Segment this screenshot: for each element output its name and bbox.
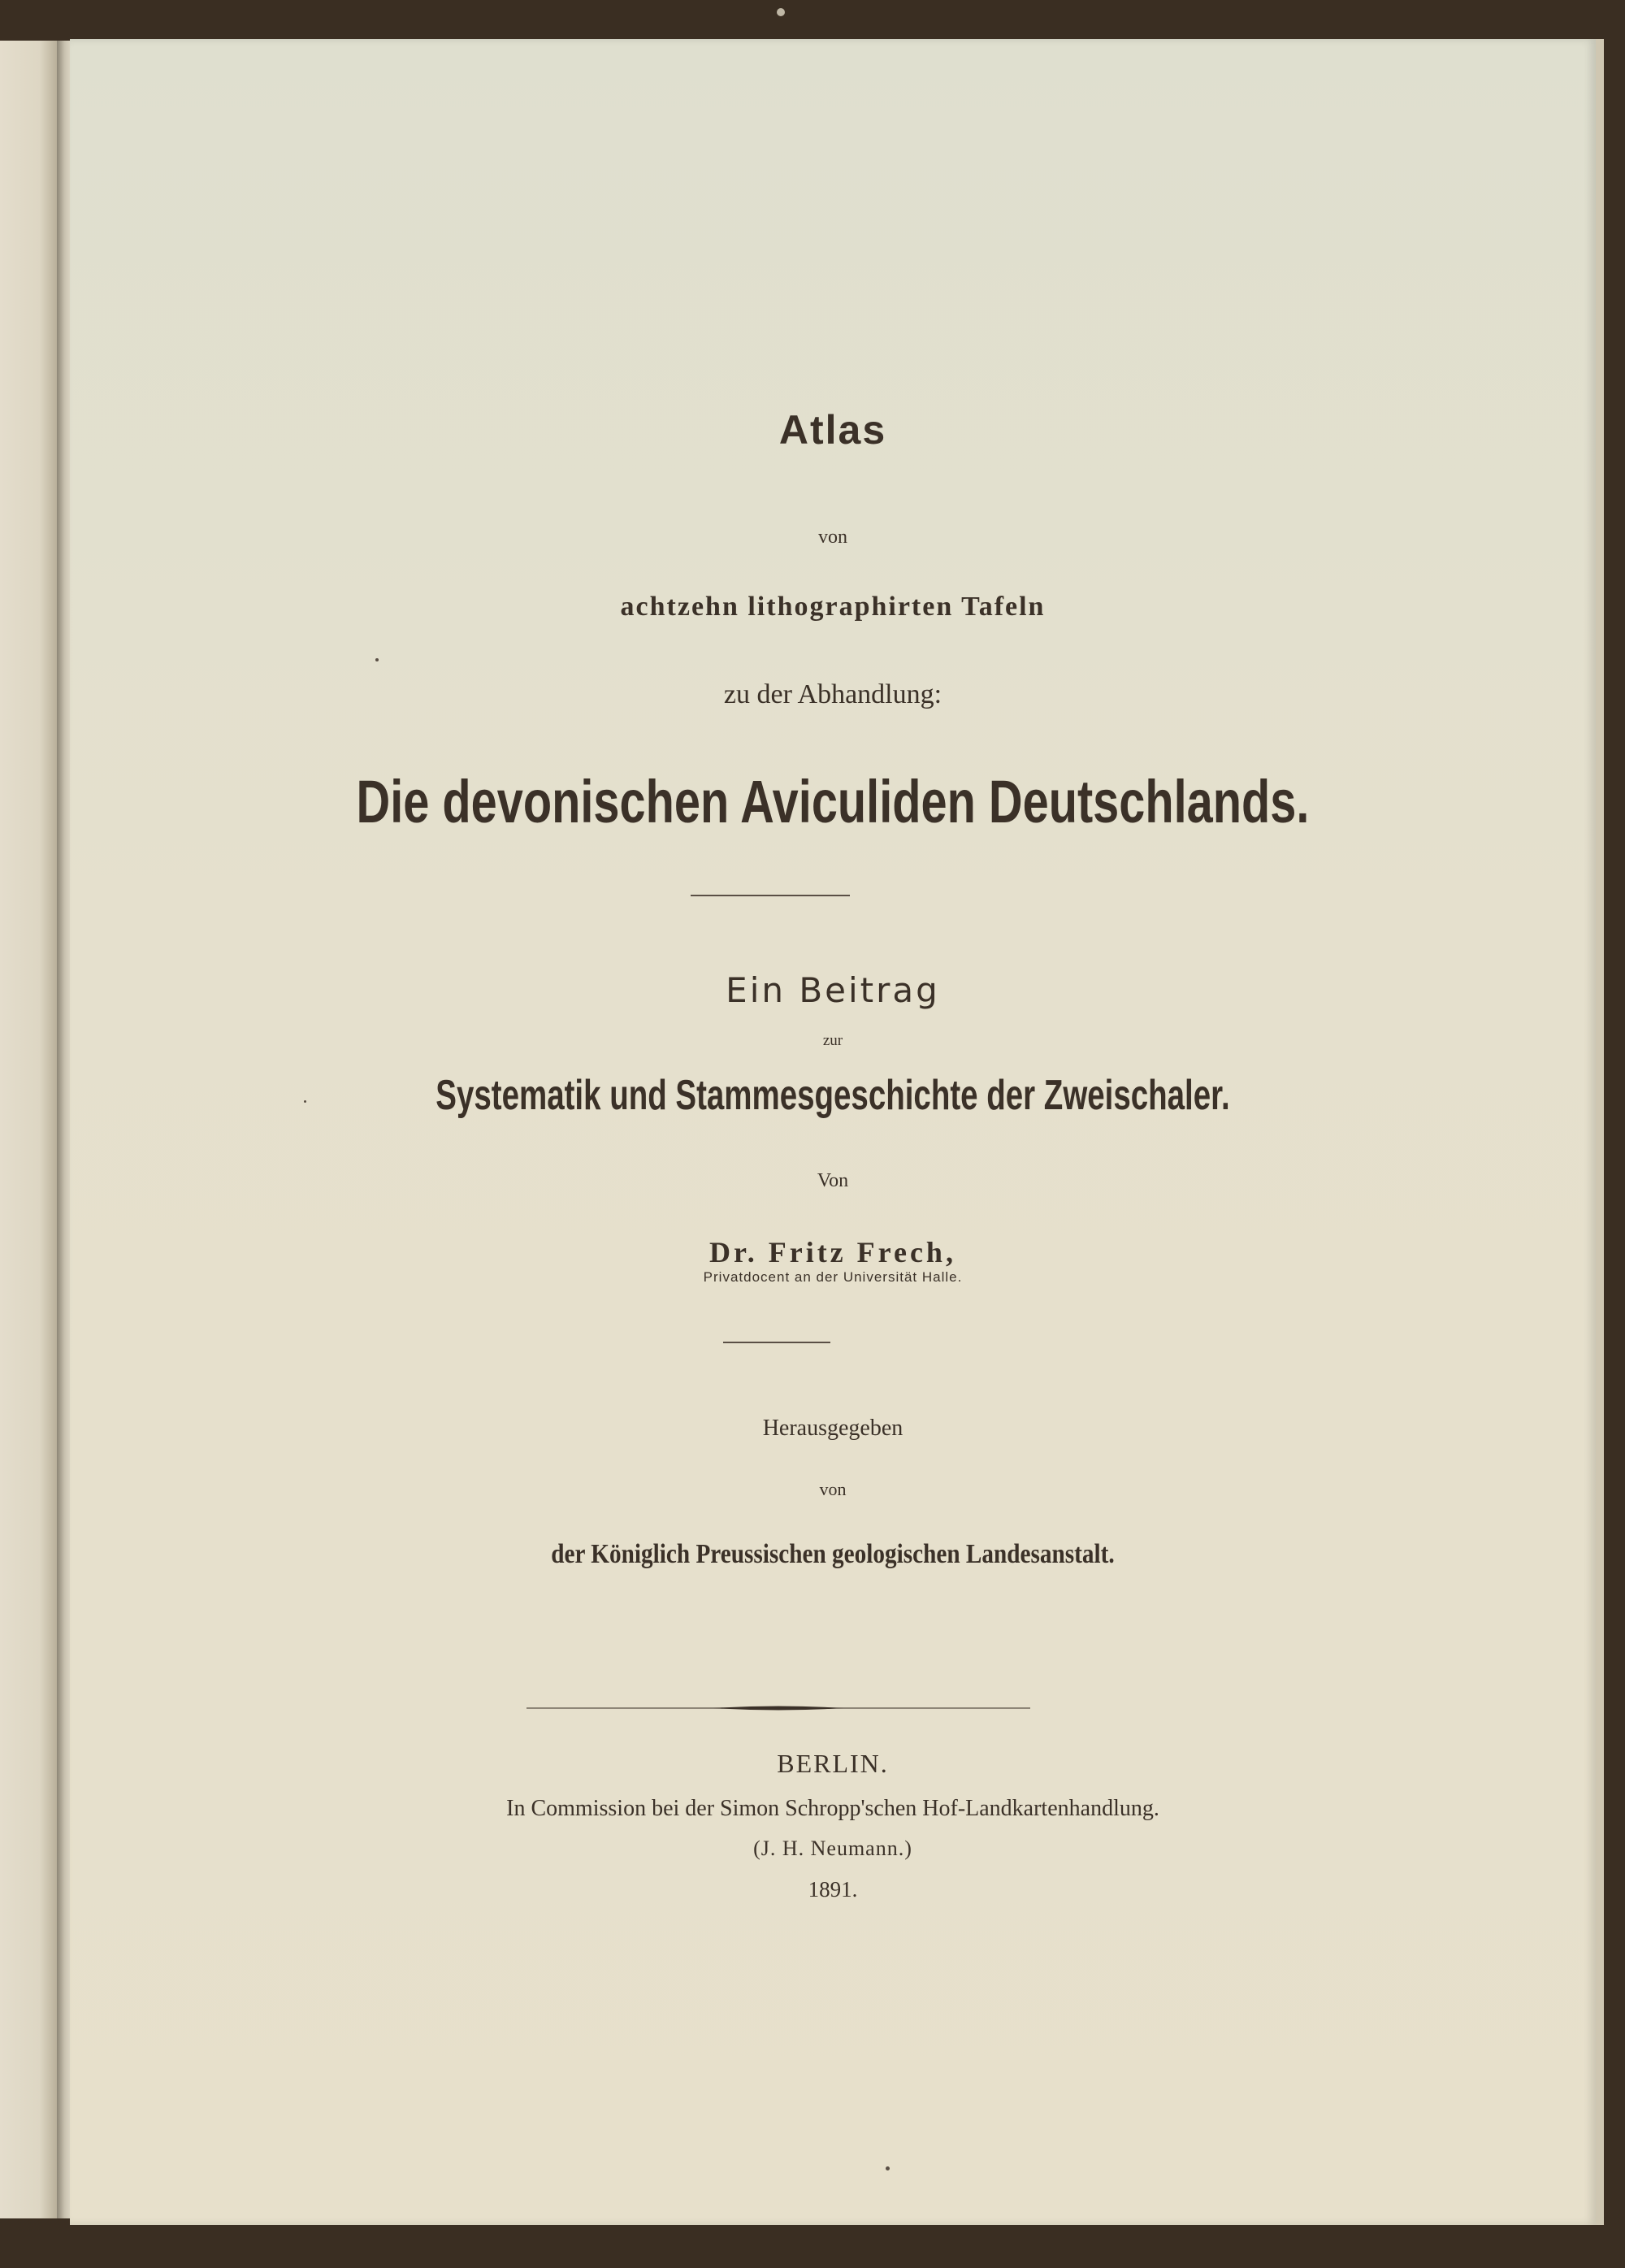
city-line: BERLIN. xyxy=(777,1749,889,1778)
von-publisher-text: von xyxy=(819,1479,847,1499)
ein-beitrag-line: Ein Beitrag xyxy=(726,970,940,1010)
zur-text: zur xyxy=(822,1032,843,1049)
book-gutter xyxy=(57,41,70,2218)
paper-speck xyxy=(304,1100,306,1103)
neumann-line: (J. H. Neumann.) xyxy=(753,1837,912,1860)
publisher-name: der Königlich Preussischen geologischen Landesanstalt. xyxy=(551,1539,1115,1569)
von-text: von xyxy=(818,527,847,548)
paper-speck xyxy=(375,658,379,661)
author-affiliation: Privatdocent an der Universität Halle. xyxy=(703,1269,963,1285)
plates-count-line: achtzehn lithographirten Tafeln xyxy=(620,592,1046,622)
page-fore-edge xyxy=(1596,39,1604,2225)
author-name: Dr. Fritz Frech, xyxy=(709,1236,956,1268)
ornamental-rule xyxy=(526,1703,1030,1713)
title-page xyxy=(70,39,1596,2225)
publication-year: 1891. xyxy=(808,1877,858,1902)
von-author-text: Von xyxy=(817,1170,849,1191)
zu-der-abhandlung-line: zu der Abhandlung: xyxy=(723,679,942,709)
divider-rule xyxy=(691,895,850,896)
commission-line: In Commission bei der Simon Schropp'schen Hof-Landkartenhandlung. xyxy=(506,1796,1159,1821)
herausgegeben-text: Herausgegeben xyxy=(762,1416,904,1441)
main-title: Die devonischen Aviculiden Deutschlands. xyxy=(356,768,1310,835)
paper-speck xyxy=(886,2166,890,2170)
divider-rule-short xyxy=(723,1342,830,1343)
title-page-content xyxy=(70,39,1596,2225)
facing-page-edge xyxy=(0,41,57,2218)
subtitle: Systematik und Stammesgeschichte der Zweischaler. xyxy=(436,1072,1230,1119)
atlas-heading: Atlas xyxy=(778,407,887,453)
binding-mark xyxy=(777,8,785,16)
